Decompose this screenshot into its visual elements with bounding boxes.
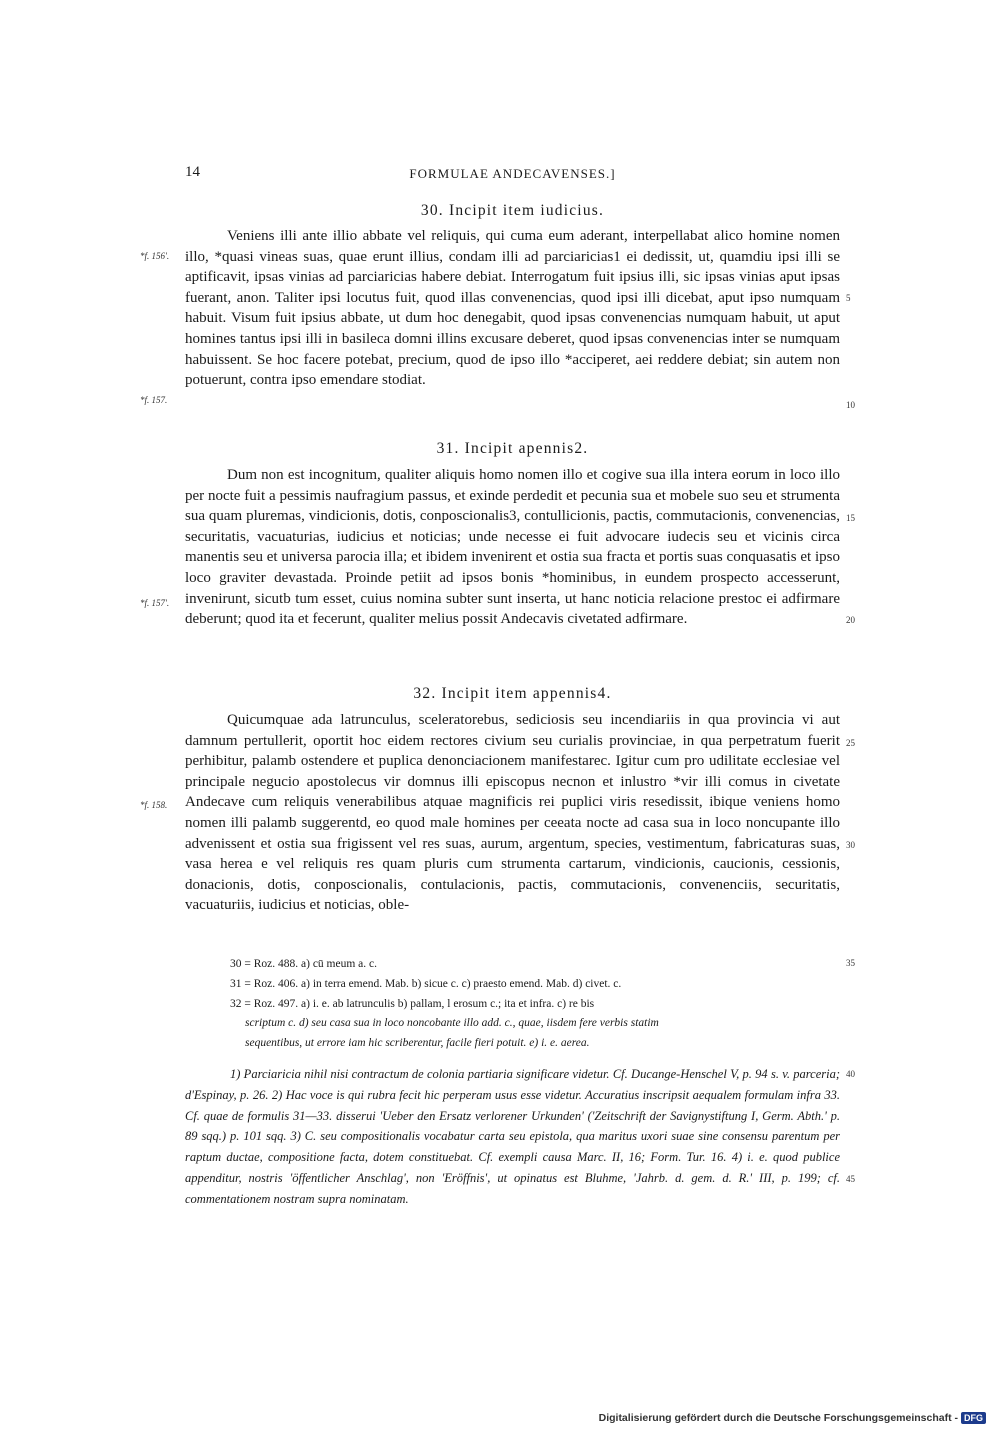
apparatus-line: 30 = Roz. 488. a) cū meum a. c.	[230, 958, 378, 970]
line-number: 30	[846, 840, 855, 850]
section-text-30	[185, 226, 840, 391]
credit-text: Digitalisierung gefördert durch die Deutsche Forschungsgemeinschaft -	[598, 1412, 958, 1424]
apparatus-line: sequentibus, ut errore iam hic scriberentur, facile fieri potuit. e) i. e. aerea.	[245, 1037, 590, 1050]
line-number: 10	[846, 400, 855, 410]
line-number: 25	[846, 738, 855, 748]
folio-note: *f. 157.	[140, 395, 168, 405]
line-number: 20	[846, 615, 855, 625]
apparatus-line: 32 = Roz. 497. a) i. e. ab latrunculis b) pallam, l erosum c.; ita et infra. c) re bis	[230, 997, 595, 1010]
section-heading-31: 31. Incipit apennis2.	[436, 440, 589, 457]
section-heading-30: 30. Incipit item iudicius.	[420, 202, 605, 219]
apparatus-line: 31 = Roz. 406. a) in terra emend. Mab. b) sicue c. c) praesto emend. Mab. d) civet. c.	[230, 977, 622, 990]
folio-note: *f. 156'.	[140, 251, 170, 261]
line-number: 40	[846, 1069, 855, 1079]
section-text-31	[185, 465, 840, 630]
running-header	[185, 164, 840, 184]
folio-note: *f. 158.	[140, 800, 168, 810]
apparatus-line: scriptum c. d) seu casa sua in loco noncobante illo add. c., quae, iisdem fere verbis statim	[245, 1017, 659, 1030]
line-number: 5	[846, 293, 851, 303]
folio-note: *f. 157'.	[140, 598, 170, 608]
page-number: 14	[185, 164, 200, 180]
line-number: 15	[846, 513, 855, 523]
paragraph: Quicumquae ada latrunculus, sceleratorebus, sediciosis seu incendiariis in qua provincia vi aut damnum pertullerit, oportit hoc eidem rectores civium seu curialis provinciae, in qua perpetratum fuerit perhibitur, palamb ostendere et puplica denonciacionem manifestarec. Igitur cum pro udilitate ecclesiae vel principale negucio apostolecus vir domnus illi episcopus necnon et inlustro *vir illi comus in civetate Andecave cum reliquis venerabilibus atquae magnificis rei puplici viris resedissit, ibique veniens homo nomen illi palamb suggerentd, eo quod male homines per ceeata nocte ad casa sua in loco noncupante illo advenissent et ostia sua frigissent vel res suas, aurum, argentum, species, vestimentum, fabricaturas suas, vasa herea e vel reliquis res quam pluris cum strumenta cartarum, vindicionis, caucionis, cessionis, donacionis, dotis, conposcionalis, contulacionis, pactis, commutacionis, convenenciis, securitatis, vacuaturiis, iudicius et noticias, oble-	[185, 712, 840, 914]
line-number: 35	[846, 958, 855, 968]
dfg-logo: DFG	[961, 1412, 986, 1424]
digitization-credit	[599, 1412, 986, 1424]
footnotes	[185, 1064, 840, 1210]
paragraph: Veniens illi ante illio abbate vel reliquis, qui cuma eum aderant, interpellabat alico homine nomen illo, *quasi vineas suas, quae erunt illius, condam illi ad parciaricias1 ei dedissit, ut, quamdiu ipsi illi se aptificavit, ipsas vinias ad parciaricias habere debiat. Interrogatum fuit ipsius illi, sic ipsas vinias aput ipsas fuerant, anon. Taliter ipsi locutus fuit, quod illas convenencias, quod ipsi illi dicebat, aput ipso numquam habuit. Visum fuit ipsius abbate, ut dum hoc denegabit, quod ipsas convenencias numquam habuit, ut aput homines tantus ipsi illi in basileca domni illins excusare deberet, quod ipsas convenencias inter se numquam habuissent. Se hoc facere potebat, precium, quod de ipso illo *acciperet, aei reddere debiat; sin autem non potuerunt, contra ipso emendare stodiat.	[185, 228, 840, 389]
line-number: 45	[846, 1174, 855, 1184]
footnotes-text: 1) Parciaricia nihil nisi contractum de colonia partiaria significare videtur. Cf. Ducange-Henschel V, p. 94 s. v. parceria; d'Espinay, p. 26. 2) Hac voce is qui rubra fecit hic perperam usus esse videtur. Accuratius inscripsit aequalem formulam infra 33. Cf. quae de formulis 31—33. disserui 'Ueber den Ersatz verlorener Urkunden' ('Zeitschrift der Savignystiftung I, Germ. Abth.' p. 89 sqq.) p. 101 sqq. 3) C. seu compositionalis vocabatur carta seu epistola, qua maritus uxori suae sine consensu parentum per raptum ductae, compositione facta, dotem constituebat. Cf. exempli causa Marc. II, 16; Form. Tur. 16. 4) i. e. quod publice appenditur, nostris 'öffentlicher Anschlag', non 'Eröffnis', ut opinatus est Bluhme, 'Jahrb. d. gem. d. R.' III, p. 199; cf. commentationem nostram supra nominatam.	[185, 1067, 840, 1206]
running-title: FORMULAE ANDECAVENSES.]	[409, 166, 616, 181]
section-heading-32: 32. Incipit item appennis4.	[413, 685, 612, 702]
section-text-32	[185, 710, 840, 916]
critical-apparatus	[230, 955, 840, 1054]
paragraph: Dum non est incognitum, qualiter aliquis homo nomen illo et cogive sua illa intera eorum in loco illo per nocte fuit a pessimis naufragium passus, et exinde perdedit et pecunia sua et mobele suo seu et strumenta sua quam pluremas, vindicionis, dotis, conposcionalis3, contullicionis, pactis, commutacionis, convenencias, securitatis, vacuaturias, iudicius et noticias; unde necesse ei fuit advocare iudecis seu et vicinis circa manentis seu et universa parocia illa; et ibidem invenirent et ostia sua fracta et portis suas conquasatis et ipso loco graviter devastada. Proinde petiit ad ipsos bonis *hominibus, in eundem prospecto accesserunt, invenirunt, sicutb tum esset, cuius nomina subter sunt inserta, ut hanc noticia relacione prestoc ei adfirmare deberunt; quod ita et fecerunt, qualiter melius possit Andecavis civetated adfirmare.	[185, 467, 840, 628]
